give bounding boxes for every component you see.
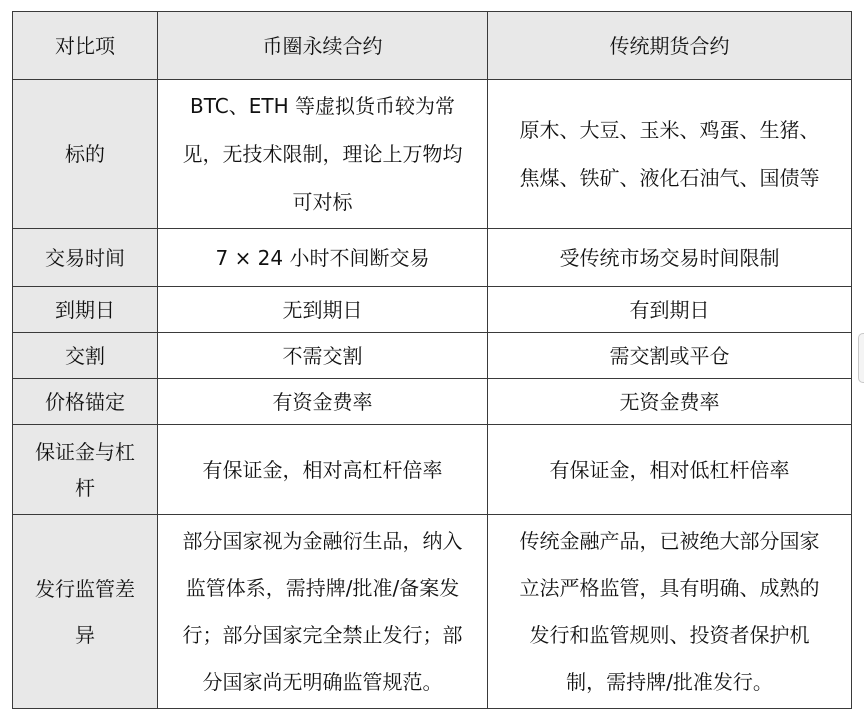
comparison-table-wrapper — [12, 11, 852, 709]
side-scroll-handle[interactable] — [858, 333, 864, 383]
cell-traditional-expiry: 有到期日 — [488, 287, 852, 333]
row-label-price-anchor: 价格锚定 — [13, 379, 158, 425]
cell-traditional-trading-hours: 受传统市场交易时间限制 — [488, 229, 852, 287]
row-label-margin-leverage: 保证金与杠 杆 — [13, 425, 158, 515]
table-header-row — [13, 12, 852, 80]
header-cell-traditional-futures: 传统期货合约 — [488, 12, 852, 80]
table-row — [13, 333, 852, 379]
table-row — [13, 229, 852, 287]
cell-traditional-delivery: 需交割或平仓 — [488, 333, 852, 379]
table-row — [13, 515, 852, 709]
header-cell-crypto-perpetual: 币圈永续合约 — [158, 12, 488, 80]
table-row — [13, 80, 852, 229]
cell-crypto-underlying: BTC、ETH 等虚拟货币较为常 见，无技术限制，理论上万物均 可对标 — [158, 80, 488, 229]
cell-traditional-margin-leverage: 有保证金，相对低杠杆倍率 — [488, 425, 852, 515]
row-label-expiry: 到期日 — [13, 287, 158, 333]
row-label-trading-hours: 交易时间 — [13, 229, 158, 287]
comparison-table — [12, 11, 852, 709]
cell-traditional-price-anchor: 无资金费率 — [488, 379, 852, 425]
row-label-underlying: 标的 — [13, 80, 158, 229]
table-row — [13, 379, 852, 425]
row-label-regulation: 发行监管差 异 — [13, 515, 158, 709]
cell-crypto-delivery: 不需交割 — [158, 333, 488, 379]
cell-crypto-regulation: 部分国家视为金融衍生品，纳入 监管体系，需持牌/批准/备案发 行；部分国家完全禁止发行；部 分国家尚无明确监管规范。 — [158, 515, 488, 709]
table-row — [13, 425, 852, 515]
cell-crypto-margin-leverage: 有保证金，相对高杠杆倍率 — [158, 425, 488, 515]
table-row — [13, 287, 852, 333]
row-label-delivery: 交割 — [13, 333, 158, 379]
cell-crypto-expiry: 无到期日 — [158, 287, 488, 333]
header-cell-item: 对比项 — [13, 12, 158, 80]
cell-traditional-regulation: 传统金融产品，已被绝大部分国家 立法严格监管，具有明确、成熟的 发行和监管规则、投资者保护机 制，需持牌/批准发行。 — [488, 515, 852, 709]
cell-crypto-trading-hours: 7 × 24 小时不间断交易 — [158, 229, 488, 287]
cell-traditional-underlying: 原木、大豆、玉米、鸡蛋、生猪、 焦煤、铁矿、液化石油气、国债等 — [488, 80, 852, 229]
cell-crypto-price-anchor: 有资金费率 — [158, 379, 488, 425]
